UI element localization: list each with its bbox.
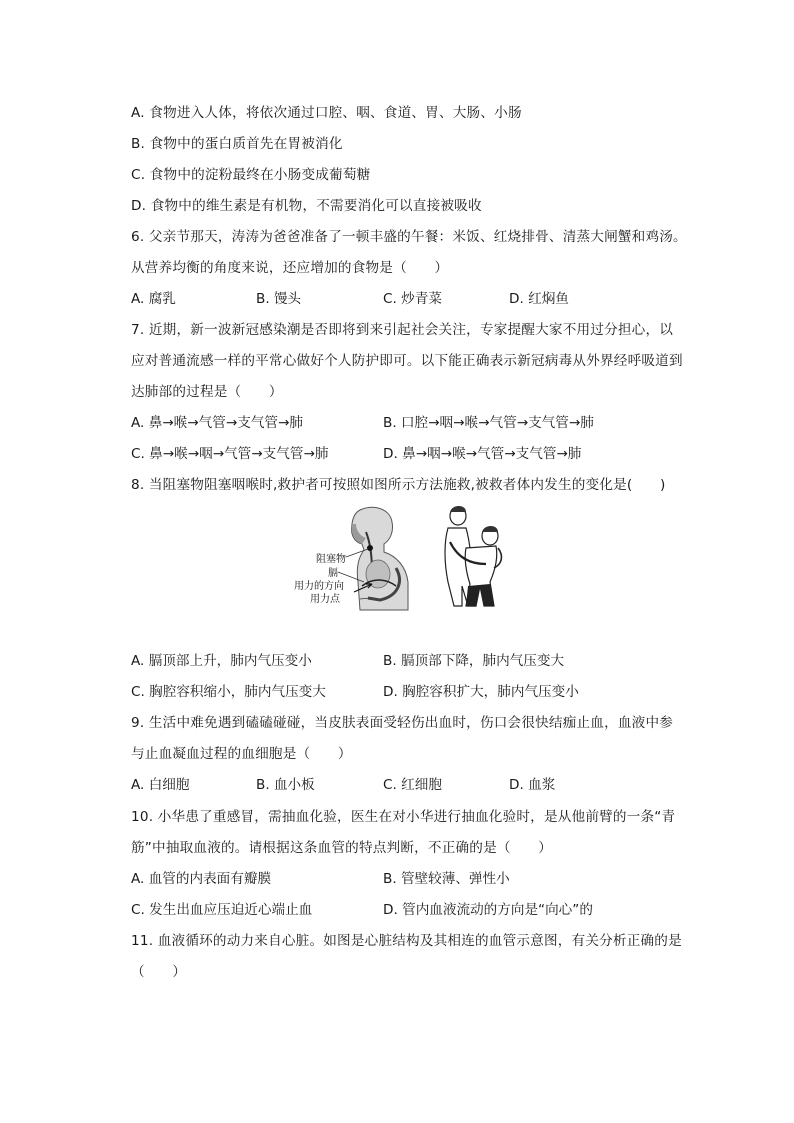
q9-option-a: A. 白细胞 [131,777,190,793]
q9-option-b: B. 血小板 [256,777,315,793]
obstruction-dot [367,545,373,551]
label-obstruction: 阻塞物 [316,554,346,565]
q10-option-b: B. 管壁较薄、弹性小 [383,871,510,887]
q8-option-a: A. 膈顶部上升，肺内气压变小 [131,653,312,669]
choking-diagram-figure [294,502,416,612]
q7-option-c: C. 鼻→喉→咽→气管→支气管→肺 [131,446,329,462]
label-force-direction: 用力的方向 [294,581,344,592]
q10-stem-line2: 筋”中抽取血液的。请根据这条血管的特点判断，不正确的是（ ） [131,840,553,856]
q7-stem-line3: 达肺部的过程是（ ） [131,384,283,400]
torso-silhouette [351,507,408,610]
q8-stem-line1: 8. 当阻塞物阻塞咽喉时,救护者可按照如图所示方法施救,被救者体内发生的变化是( ) [131,477,666,493]
q6-option-a: A. 腐乳 [131,291,176,307]
q7-stem-line1: 7. 近期，新一波新冠感染潮是否即将到来引起社会关注，专家提醒大家不用过分担心，以 [131,322,674,338]
q10-option-c: C. 发生出血应压迫近心端止血 [131,902,313,918]
q5-option-a: A. 食物进入人体，将依次通过口腔、咽、食道、胃、大肠、小肠 [131,105,522,121]
patient-hair [482,526,498,532]
q8-option-b: B. 膈顶部下降，肺内气压变大 [383,653,565,669]
q7-stem-line2: 应对普通流感一样的平常心做好个人防护即可。以下能正确表示新冠病毒从外界经呼吸道到 [131,353,683,369]
q6-option-b: B. 馒头 [256,291,302,307]
rescuer-hair [450,506,466,512]
q7-option-b: B. 口腔→咽→喉→气管→支气管→肺 [383,415,594,431]
heimlich-illustration-figure [436,502,510,610]
q5-option-c: C. 食物中的淀粉最终在小肠变成葡萄糖 [131,167,371,183]
q8-option-d: D. 胸腔容积扩大，肺内气压变小 [383,684,579,700]
q9-option-d: D. 血浆 [509,777,556,793]
q10-stem-line1: 10. 小华患了重感冒，需抽血化验，医生在对小华进行抽血化验时，是从他前臂的一条“青 [131,809,676,825]
q10-option-a: A. 血管的内表面有瓣膜 [131,871,272,887]
q5-option-d: D. 食物中的维生素是有机物，不需要消化可以直接被吸收 [131,198,482,214]
q11-stem-line1: 11. 血液循环的动力来自心脏。如图是心脏结构及其相连的血管示意图，有关分析正确的是 [131,933,682,949]
q11-stem-line2: （ ） [131,964,187,980]
q7-option-d: D. 鼻→咽→喉→气管→支气管→肺 [383,446,582,462]
label-force-point: 用力点 [310,594,340,605]
q9-option-c: C. 红细胞 [383,777,442,793]
label-diaphragm: 膈 [328,568,338,579]
patient-trousers [466,584,494,606]
q9-stem-line1: 9. 生活中难免遇到磕磕碰碰，当皮肤表面受轻伤出血时，伤口会很快结痂止血，血液中参 [131,715,674,731]
q9-stem-line2: 与止血凝血过程的血细胞是（ ） [131,746,352,762]
q6-stem-line1: 6. 父亲节那天，涛涛为爸爸准备了一顿丰盛的午餐：米饭、红烧排骨、清蒸大闸蟹和鸡汤。 [131,229,687,245]
q8-option-c: C. 胸腔容积缩小，肺内气压变大 [131,684,326,700]
q6-stem-line2: 从营养均衡的角度来说，还应增加的食物是（ ） [131,260,449,276]
q5-option-b: B. 食物中的蛋白质首先在胃被消化 [131,136,343,152]
q6-option-c: C. 炒青菜 [383,291,442,307]
q10-option-d: D. 管内血液流动的方向是“向心”的 [383,902,593,918]
q6-option-d: D. 红焖鱼 [509,291,569,307]
q7-option-a: A. 鼻→喉→气管→支气管→肺 [131,415,304,431]
